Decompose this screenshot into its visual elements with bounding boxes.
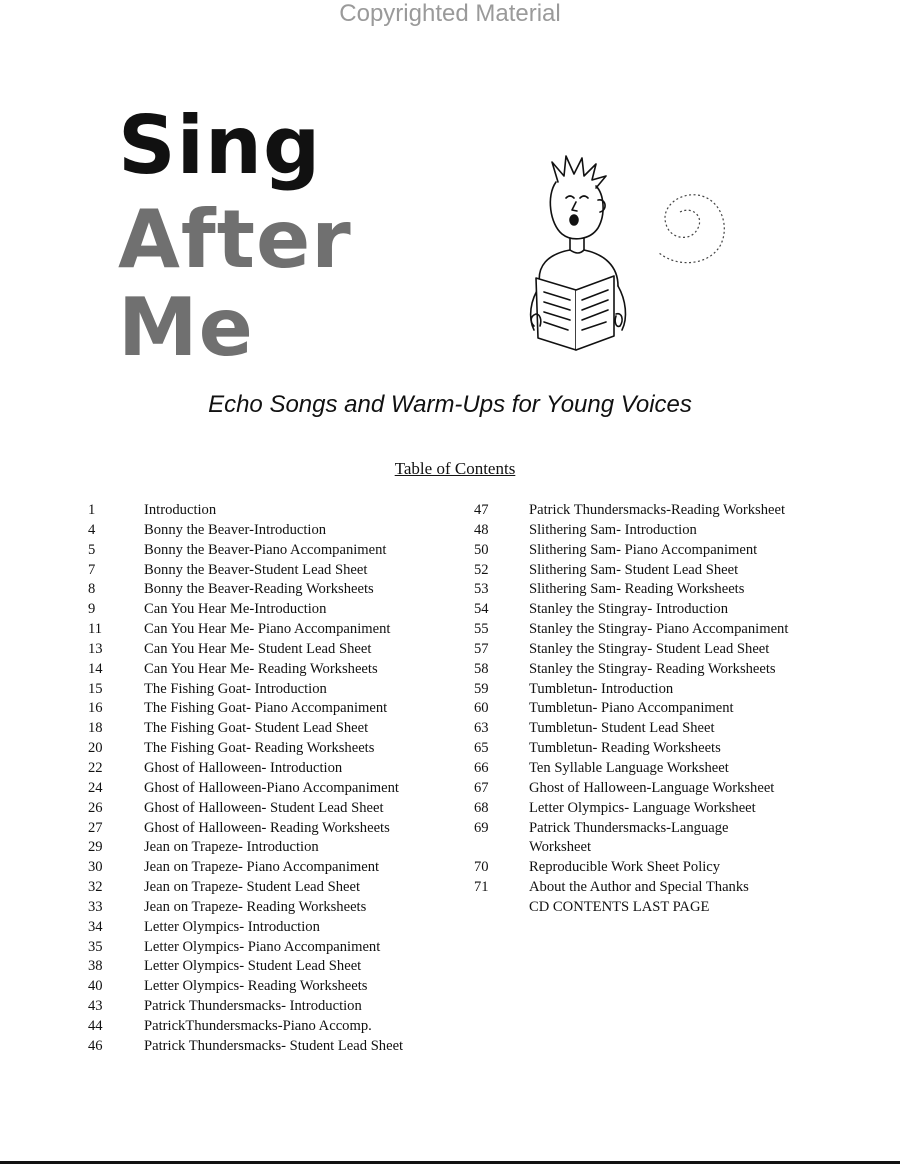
toc-page-number: 50 <box>474 541 489 558</box>
toc-entry <box>474 858 884 878</box>
toc-page-number: 18 <box>88 720 103 737</box>
toc-entry <box>88 640 458 660</box>
toc-entry <box>88 521 458 541</box>
toc-page-number: 57 <box>474 640 489 657</box>
toc-title: Ghost of Halloween- Student Lead Sheet <box>144 799 384 816</box>
toc-title: Ghost of Halloween- Reading Worksheets <box>144 819 390 836</box>
toc-title: Bonny the Beaver-Introduction <box>144 521 327 538</box>
toc-entry <box>88 739 458 759</box>
toc-title: Can You Hear Me-Introduction <box>144 601 327 618</box>
toc-page-number: 26 <box>88 799 103 816</box>
toc-entry <box>88 819 458 839</box>
toc-title: About the Author and Special Thanks <box>529 879 749 896</box>
toc-page-number: 5 <box>88 541 96 558</box>
toc-title: Ghost of Halloween-Piano Accompaniment <box>144 779 399 796</box>
toc-title: Ten Syllable Language Worksheet <box>529 759 729 776</box>
toc-entry <box>88 680 458 700</box>
toc-page-number: 27 <box>88 819 103 836</box>
toc-page-number: 35 <box>88 938 103 955</box>
toc-title: Bonny the Beaver-Piano Accompaniment <box>144 541 387 558</box>
toc-entry <box>88 858 458 878</box>
toc-title: Patrick Thundersmacks- Introduction <box>144 998 362 1015</box>
toc-entry <box>474 660 884 680</box>
toc-page-number: 14 <box>88 660 103 677</box>
toc-entry <box>474 878 884 898</box>
toc-entry <box>88 620 458 640</box>
toc-entry <box>88 997 458 1017</box>
toc-title: Letter Olympics- Student Lead Sheet <box>144 958 362 975</box>
toc-entry <box>88 1017 458 1037</box>
toc-entry <box>88 759 458 779</box>
toc-entry <box>88 600 458 620</box>
copyright-watermark: Copyrighted Material <box>339 0 561 27</box>
toc-page-number: 30 <box>88 859 103 876</box>
singing-child-illustration <box>500 150 740 360</box>
toc-title: Bonny the Beaver-Student Lead Sheet <box>144 561 368 578</box>
toc-entry <box>474 898 884 918</box>
toc-entry <box>88 878 458 898</box>
toc-title: Jean on Trapeze- Introduction <box>144 839 319 856</box>
toc-page-number: 24 <box>88 779 103 796</box>
toc-entry <box>88 898 458 918</box>
toc-entry <box>474 759 884 779</box>
toc-title: Slithering Sam- Student Lead Sheet <box>529 561 739 578</box>
toc-page-number: 20 <box>88 740 103 757</box>
toc-title: Bonny the Beaver-Reading Worksheets <box>144 581 374 598</box>
toc-entry <box>474 779 884 799</box>
toc-page-number: 46 <box>88 1037 103 1054</box>
toc-title: Slithering Sam- Introduction <box>529 521 697 538</box>
toc-title: Tumbletun- Reading Worksheets <box>529 740 721 757</box>
toc-page-number: 65 <box>474 740 489 757</box>
toc-page-number: 7 <box>88 561 96 578</box>
toc-page-number: 38 <box>88 958 103 975</box>
toc-entry <box>88 580 458 600</box>
title-line-3: Me <box>118 281 254 374</box>
toc-page-number: 44 <box>88 1017 103 1034</box>
toc-title: Introduction <box>144 502 217 518</box>
toc-entry <box>88 938 458 958</box>
toc-page-number: 63 <box>474 720 489 737</box>
toc-title: The Fishing Goat- Introduction <box>144 680 327 697</box>
toc-title: Ghost of Halloween-Language Worksheet <box>529 779 775 796</box>
toc-title: The Fishing Goat- Student Lead Sheet <box>144 720 369 737</box>
toc-title: The Fishing Goat- Piano Accompaniment <box>144 700 388 717</box>
toc-entry <box>474 580 884 600</box>
toc-title: Jean on Trapeze- Piano Accompaniment <box>144 859 380 876</box>
toc-title: Letter Olympics- Piano Accompaniment <box>144 938 381 955</box>
toc-entry <box>474 521 884 541</box>
toc-page-number: 34 <box>88 918 103 935</box>
toc-entry <box>88 699 458 719</box>
toc-page-number: 54 <box>474 601 489 618</box>
toc-page-number: 60 <box>474 700 489 717</box>
toc-page-number: 69 <box>474 819 489 836</box>
toc-page-number: 59 <box>474 680 489 697</box>
toc-title: Tumbletun- Piano Accompaniment <box>529 700 734 717</box>
toc-title: Can You Hear Me- Student Lead Sheet <box>144 640 372 657</box>
toc-page-number: 1 <box>88 502 96 518</box>
toc-page-number: 67 <box>474 779 489 796</box>
toc-entry <box>88 799 458 819</box>
toc-title: Patrick Thundersmacks- Student Lead Sheet <box>144 1037 404 1054</box>
toc-page-number: 32 <box>88 879 103 896</box>
toc-entry <box>474 541 884 561</box>
toc-entry <box>88 660 458 680</box>
toc-page-number: 16 <box>88 700 103 717</box>
toc-entry <box>88 918 458 938</box>
toc-title: Stanley the Stingray- Introduction <box>529 601 729 618</box>
toc-title: Jean on Trapeze- Reading Worksheets <box>144 898 367 915</box>
toc-entry <box>88 977 458 997</box>
toc-page-number: 52 <box>474 561 489 578</box>
toc-title: PatrickThundersmacks-Piano Accomp. <box>144 1017 372 1034</box>
toc-title: CD CONTENTS LAST PAGE <box>529 898 710 915</box>
toc-title: Can You Hear Me- Reading Worksheets <box>144 660 378 677</box>
toc-page-number: 58 <box>474 660 489 677</box>
toc-page-number: 33 <box>88 898 103 915</box>
toc-left-column <box>88 501 458 1057</box>
toc-title: Ghost of Halloween- Introduction <box>144 759 343 776</box>
toc-entry <box>88 838 458 858</box>
toc-entry <box>474 680 884 700</box>
toc-page-number: 4 <box>88 521 96 538</box>
toc-page-number: 66 <box>474 759 489 776</box>
toc-page-number: 22 <box>88 759 103 776</box>
toc-title: Stanley the Stingray- Reading Worksheets <box>529 660 776 677</box>
toc-title: Letter Olympics- Language Worksheet <box>529 799 756 816</box>
toc-page-number: 29 <box>88 839 103 856</box>
toc-title: Slithering Sam- Piano Accompaniment <box>529 541 758 558</box>
toc-page-number <box>474 898 529 918</box>
toc-page-number: 55 <box>474 621 489 638</box>
toc-entry <box>88 719 458 739</box>
toc-title: Patrick Thundersmacks-Reading Worksheet <box>529 502 786 518</box>
toc-entry <box>88 501 458 521</box>
toc-title: Tumbletun- Student Lead Sheet <box>529 720 715 737</box>
toc-title: Letter Olympics- Reading Worksheets <box>144 978 368 995</box>
toc-heading: Table of Contents <box>394 459 516 478</box>
toc-title: Can You Hear Me- Piano Accompaniment <box>144 621 391 638</box>
toc-entry <box>474 640 884 660</box>
toc-entry <box>88 779 458 799</box>
toc-page-number: 70 <box>474 859 489 876</box>
toc-entry <box>474 561 884 581</box>
toc-page-number: 47 <box>474 502 489 518</box>
toc-page-number: 13 <box>88 640 103 657</box>
title-line-2: After <box>118 193 352 286</box>
toc-page-number: 8 <box>88 581 96 598</box>
toc-entry <box>474 739 884 759</box>
toc-entry <box>474 501 884 521</box>
title-line-1: Sing <box>118 99 322 192</box>
toc-page-number: 9 <box>88 601 96 618</box>
subtitle: Echo Songs and Warm-Ups for Young Voices <box>208 391 692 418</box>
toc-page-number: 43 <box>88 998 103 1015</box>
toc-title: Stanley the Stingray- Student Lead Sheet <box>529 640 770 657</box>
toc-page-number: 15 <box>88 680 103 697</box>
toc-title: Tumbletun- Introduction <box>529 680 674 697</box>
toc-title: Letter Olympics- Introduction <box>144 918 320 935</box>
toc-title: Reproducible Work Sheet Policy <box>529 859 721 876</box>
toc-entry <box>88 1037 458 1057</box>
toc-page-number: 68 <box>474 799 489 816</box>
toc-title: Slithering Sam- Reading Worksheets <box>529 581 745 598</box>
toc-entry <box>474 819 884 859</box>
toc-entry <box>474 600 884 620</box>
toc-entry <box>88 957 458 977</box>
toc-right-column <box>474 501 884 918</box>
toc-page-number: 53 <box>474 581 489 598</box>
toc-title: Stanley the Stingray- Piano Accompaniment <box>529 621 789 638</box>
toc-page-number: 71 <box>474 879 489 896</box>
toc-entry <box>474 620 884 640</box>
toc-entry <box>88 561 458 581</box>
toc-entry <box>474 799 884 819</box>
toc-title: The Fishing Goat- Reading Worksheets <box>144 740 375 757</box>
toc-page-number: 48 <box>474 521 489 538</box>
toc-title: Jean on Trapeze- Student Lead Sheet <box>144 879 361 896</box>
toc-title: Patrick Thundersmacks-Language Worksheet <box>529 819 729 856</box>
toc-entry <box>474 719 884 739</box>
toc-entry <box>474 699 884 719</box>
toc-page-number: 40 <box>88 978 103 995</box>
toc-entry <box>88 541 458 561</box>
toc-page-number: 11 <box>88 621 103 638</box>
